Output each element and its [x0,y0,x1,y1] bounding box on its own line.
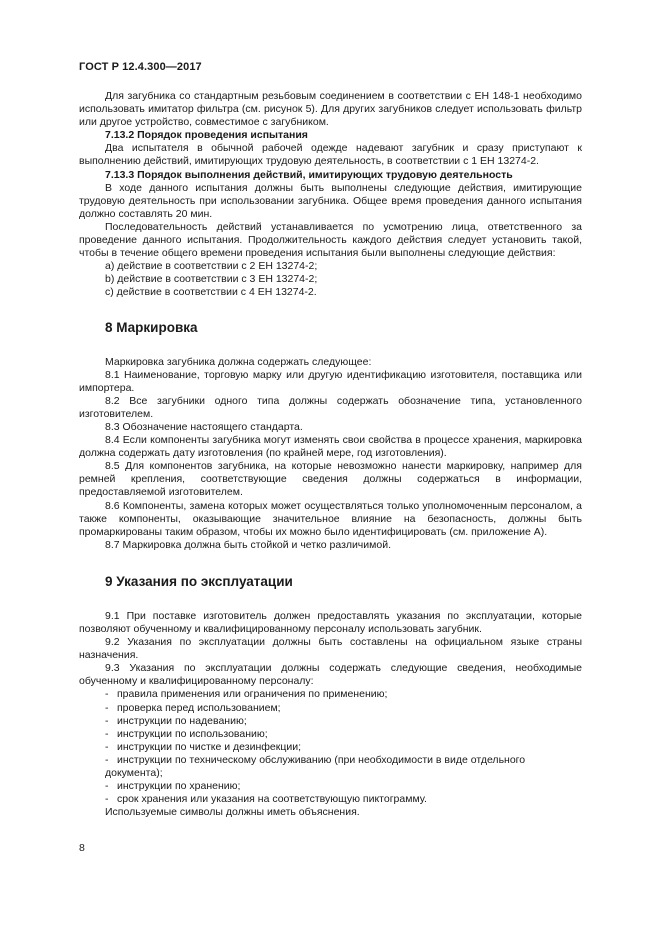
page-number: 8 [79,842,85,854]
section-heading-instructions: 9 Указания по эксплуатации [105,573,293,589]
list-item [79,702,582,715]
list-item-text: правила применения или ограничения по применению; [117,688,388,701]
list-item [79,688,582,701]
list-item-text: инструкции по использованию; [117,727,268,740]
document-header: ГОСТ Р 12.4.300—2017 [79,61,202,73]
list-item [79,780,582,793]
paragraph: 8.4 Если компоненты загубника могут изменять свои свойства в процессе хранения, маркировка должна содержать дату изготовления (по крайней мере, год изготовления). [79,434,582,460]
dash-marker: - [105,740,109,753]
dash-marker: - [105,701,109,714]
section-heading-marking: 8 Маркировка [105,319,198,335]
dash-marker: - [105,793,109,806]
list-item [79,793,582,806]
list-item-text: инструкции по чистке и дезинфекции; [117,740,301,753]
list-item: b) действие в соответствии с 3 ЕН 13274-2; [105,273,318,286]
list-item-text: срок хранения или указания на соответствующую пиктограмму. [117,793,427,806]
list-item-text: инструкции по техническому обслуживанию (при необходимости в виде отдельного документа); [105,753,526,780]
subsection-title: 7.13.3 Порядок выполнения действий, имитирующих трудовую деятельность [105,168,513,181]
list-item-text: инструкции по хранению; [117,780,241,793]
dash-marker: - [105,780,109,793]
paragraph: Маркировка загубника должна содержать следующее: [105,355,372,368]
paragraph: Два испытателя в обычной рабочей одежде надевают загубник и сразу приступают к выполнению действий, имитирующих трудовую деятельность, в соответствии с 1 ЕН 13274-2. [79,142,582,168]
paragraph: 9.2 Указания по эксплуатации должны быть составлены на официальном языке страны назначения. [79,636,582,662]
paragraph: Последовательность действий устанавливается по усмотрению лица, ответственного за проведение данного испытания. Продолжительность каждого действия следует установить такой, чтобы в течение общего времени проведения испытания были выполнены следующие действия: [79,220,582,260]
paragraph: Для загубника со стандартным резьбовым соединением в соответствии с ЕН 148-1 необходимо использовать имитатор фильтра (см. рисунок 5). Для других загубников следует использовать фильтр или другое устройство, совместимое с загубником. [79,90,582,129]
paragraph: 8.2 Все загубники одного типа должны содержать обозначение типа, установленного изготовителем. [79,394,582,420]
list-item: c) действие в соответствии с 4 ЕН 13274-2. [105,286,317,299]
list-item: a) действие в соответствии с 2 ЕН 13274-2; [105,260,318,273]
dash-marker: - [105,727,109,740]
paragraph: 8.3 Обозначение настоящего стандарта. [105,420,303,433]
list-item-text: проверка перед использованием; [117,701,281,714]
dash-marker: - [105,714,109,727]
list-item [79,728,582,741]
subsection-title: 7.13.2 Порядок проведения испытания [105,129,308,142]
dash-marker: - [105,753,109,766]
dash-marker: - [105,688,109,701]
paragraph: 8.1 Наименование, торговую марку или другую идентификацию изготовителя, поставщика или импортера. [79,368,582,394]
list-item [79,754,582,780]
list-item [79,741,582,754]
paragraph: 9.3 Указания по эксплуатации должны содержать следующие сведения, необходимые обученному и квалифицированному персоналу: [79,662,582,688]
paragraph: 8.6 Компоненты, замена которых может осуществляться только уполномоченным персоналом, а также компоненты, оказывающие значительное влияние на безопасность, должны быть промаркированы таким образом, чтобы их можно было идентифицировать (см. приложение А). [79,499,582,538]
paragraph: 8.7 Маркировка должна быть стойкой и четко различимой. [105,538,391,551]
list-item-text: инструкции по надеванию; [117,714,247,727]
paragraph: 8.5 Для компонентов загубника, на которые невозможно нанести маркировку, например для ремней крепления, соответствующие сведения должны содержаться в информации, предоставляемой изготовителем. [79,460,582,499]
paragraph: 9.1 При поставке изготовитель должен предоставлять указания по эксплуатации, которые позволяют обученному и квалифицированному персоналу использовать загубник. [79,609,582,635]
paragraph: Используемые символы должны иметь объяснения. [105,806,360,819]
paragraph: В ходе данного испытания должны быть выполнены следующие действия, имитирующие трудовую деятельность при использовании загубника. Общее время проведения данного испытания должно составлять 20 мин. [79,181,582,220]
page-content [79,90,582,819]
list-item [79,715,582,728]
